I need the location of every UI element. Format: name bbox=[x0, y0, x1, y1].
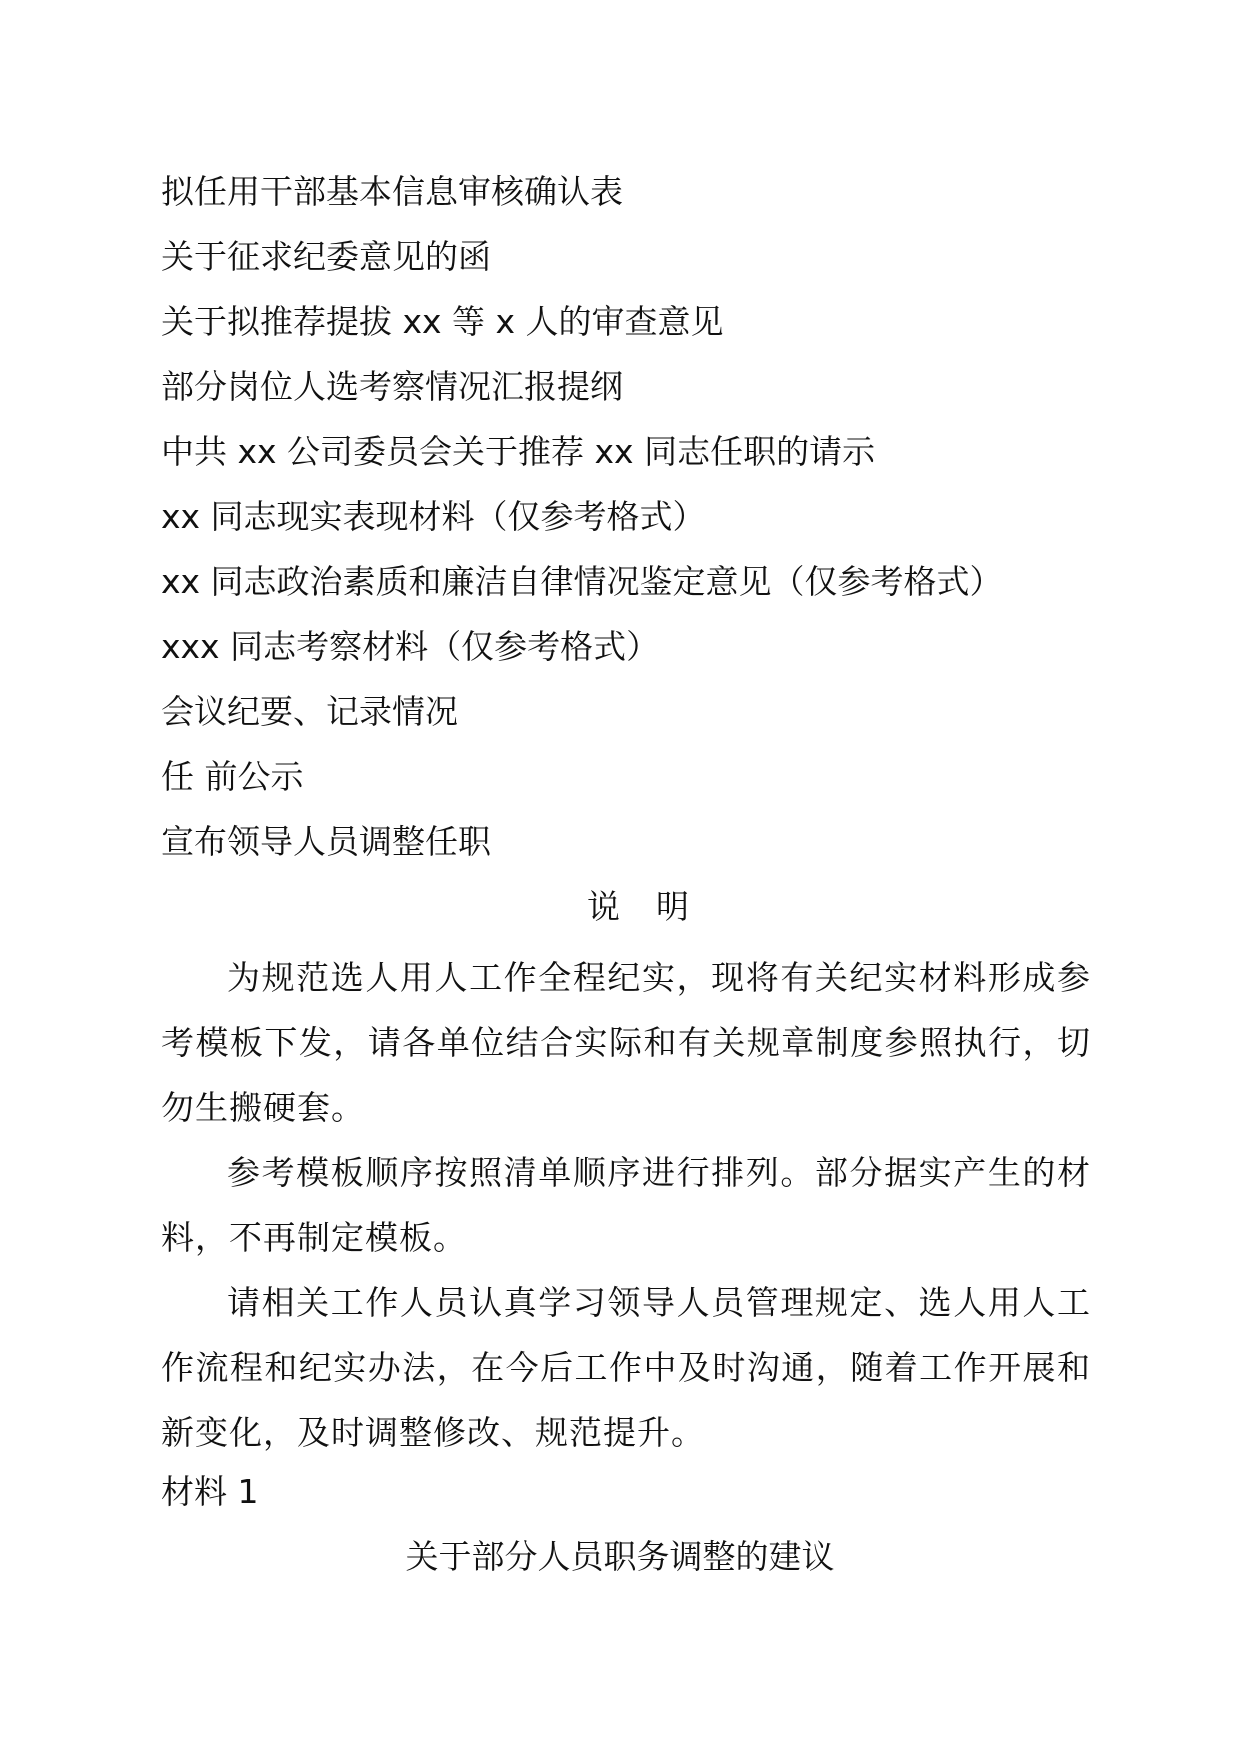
list-item: 拟任用干部基本信息审核确认表 bbox=[161, 172, 623, 211]
list-item: xx 同志现实表现材料（仅参考格式） bbox=[161, 497, 706, 536]
explanation-paragraph-1: 为规范选人用人工作全程纪实，现将有关纪实材料形成参考模板下发，请各单位结合实际和有关规章制度参照执行，切勿生搬硬套。 bbox=[161, 958, 1091, 1127]
list-item: 宣布领导人员调整任职 bbox=[161, 822, 491, 861]
explanation-paragraph-3: 请相关工作人员认真学习领导人员管理规定、选人用人工作流程和纪实办法，在今后工作中及时沟通，随着工作开展和新变化，及时调整修改、规范提升。 bbox=[161, 1283, 1091, 1452]
list-item: 关于拟推荐提拔 xx 等 x 人的审查意见 bbox=[161, 302, 724, 341]
material-title: 关于部分人员职务调整的建议 bbox=[405, 1537, 835, 1576]
list-item: xxx 同志考察材料（仅参考格式） bbox=[161, 627, 660, 666]
explanation-heading: 说明 bbox=[587, 887, 725, 926]
explanation-paragraph-2: 参考模板顺序按照清单顺序进行排列。部分据实产生的材料，不再制定模板。 bbox=[161, 1153, 1091, 1257]
list-item: 任 前公示 bbox=[161, 757, 304, 796]
list-item: 会议纪要、记录情况 bbox=[161, 692, 458, 731]
list-item: 部分岗位人选考察情况汇报提纲 bbox=[161, 367, 623, 406]
list-item: 关于征求纪委意见的函 bbox=[161, 237, 491, 276]
list-item: 中共 xx 公司委员会关于推荐 xx 同志任职的请示 bbox=[161, 432, 876, 471]
list-item: xx 同志政治素质和廉洁自律情况鉴定意见（仅参考格式） bbox=[161, 562, 1003, 601]
material-label: 材料 1 bbox=[161, 1472, 259, 1511]
